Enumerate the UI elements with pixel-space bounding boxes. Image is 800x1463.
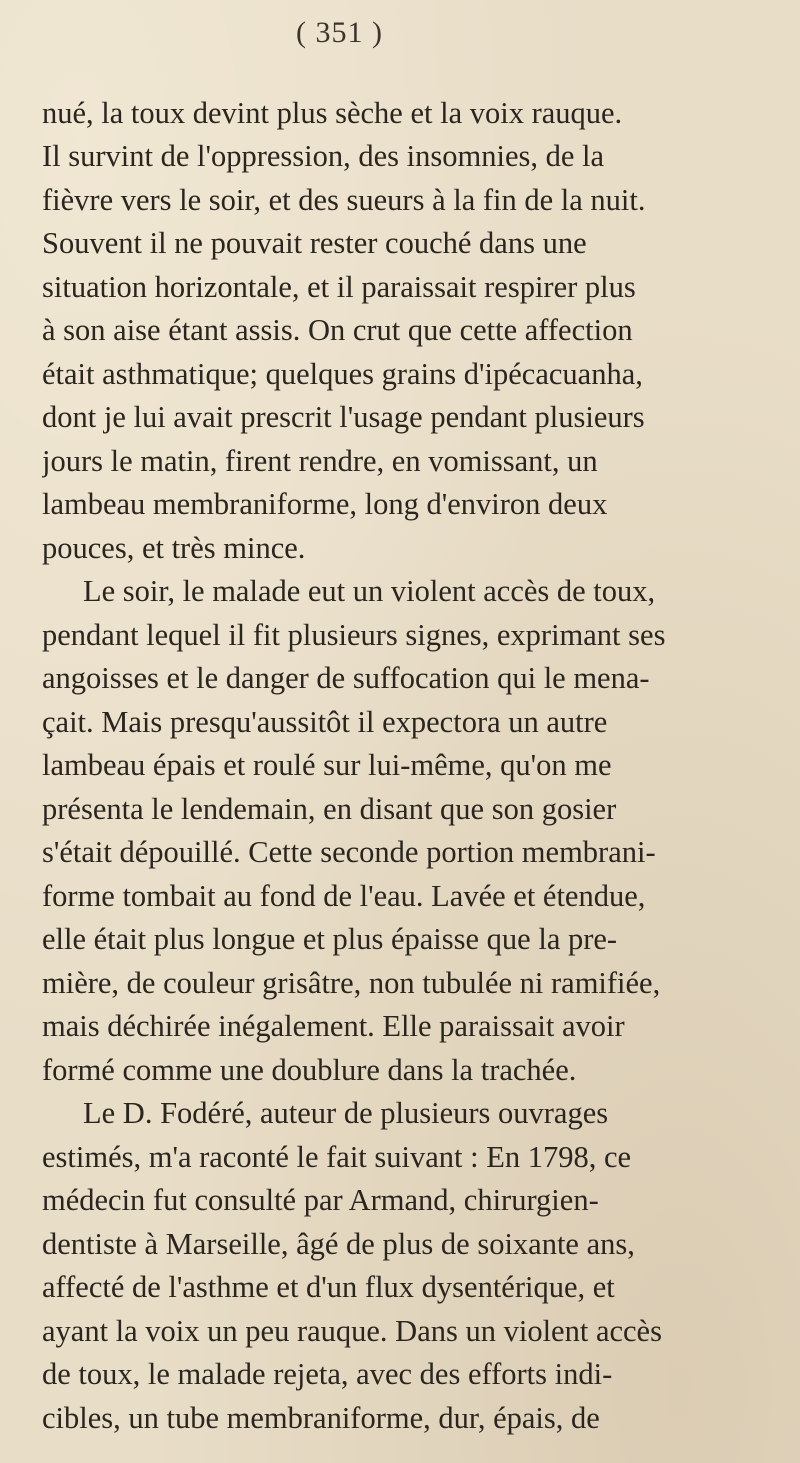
text-line: dont je lui avait prescrit l'usage pendant plusieurs — [42, 400, 645, 435]
text-line: Il survint de l'oppression, des insomnies, de la — [42, 139, 605, 174]
text-line: mière, de couleur grisâtre, non tubulée ni ramifiée, — [42, 965, 661, 1000]
text-line: pouces, et très mince. — [42, 530, 306, 565]
text-line: Le D. Fodéré, auteur de plusieurs ouvrages — [83, 1096, 609, 1131]
text-line: lambeau épais et roulé sur lui-même, qu'on me — [42, 748, 612, 783]
text-line: de toux, le malade rejeta, avec des efforts indi- — [42, 1357, 613, 1392]
text-line: elle était plus longue et plus épaisse que la pre- — [42, 922, 618, 957]
page-number: ( 351 ) — [296, 16, 383, 49]
text-line: mais déchirée inégalement. Elle paraissait avoir — [42, 1009, 625, 1044]
text-line: formé comme une doublure dans la trachée. — [42, 1052, 577, 1087]
text-line: situation horizontale, et il paraissait respirer plus — [42, 269, 636, 304]
text-line: était asthmatique; quelques grains d'ipécacuanha, — [42, 356, 643, 391]
text-line: lambeau membraniforme, long d'environ deux — [42, 487, 608, 522]
text-line: ayant la voix un peu rauque. Dans un violent accès — [42, 1313, 662, 1348]
text-line: dentiste à Marseille, âgé de plus de soixante ans, — [42, 1226, 635, 1261]
text-line: estimés, m'a raconté le fait suivant : En 1798, ce — [42, 1139, 632, 1174]
text-line: s'était dépouillé. Cette seconde portion membrani- — [42, 835, 656, 870]
text-line: fièvre vers le soir, et des sueurs à la fin de la nuit. — [42, 182, 646, 217]
text-line: à son aise étant assis. On crut que cette affection — [42, 313, 633, 348]
text-line: affecté de l'asthme et d'un flux dysentérique, et — [42, 1270, 615, 1305]
text-line: nué, la toux devint plus sèche et la voix rauque. — [42, 96, 623, 130]
text-line: Souvent il ne pouvait rester couché dans une — [42, 226, 587, 261]
text-line: présenta le lendemain, en disant que son gosier — [42, 791, 617, 826]
text-line: çait. Mais presqu'aussitôt il expectora un autre — [42, 704, 608, 739]
text-line: Le soir, le malade eut un violent accès de toux, — [83, 574, 656, 609]
text-line: angoisses et le danger de suffocation qui le mena- — [42, 661, 650, 696]
text-line: forme tombait au fond de l'eau. Lavée et étendue, — [42, 878, 646, 913]
text-line: pendant lequel il fit plusieurs signes, exprimant ses — [42, 617, 666, 652]
text-line: jours le matin, firent rendre, en vomissant, un — [42, 443, 598, 478]
text-line: cibles, un tube membraniforme, dur, épais, de — [42, 1400, 600, 1435]
text-line: médecin fut consulté par Armand, chirurgien- — [42, 1183, 599, 1218]
